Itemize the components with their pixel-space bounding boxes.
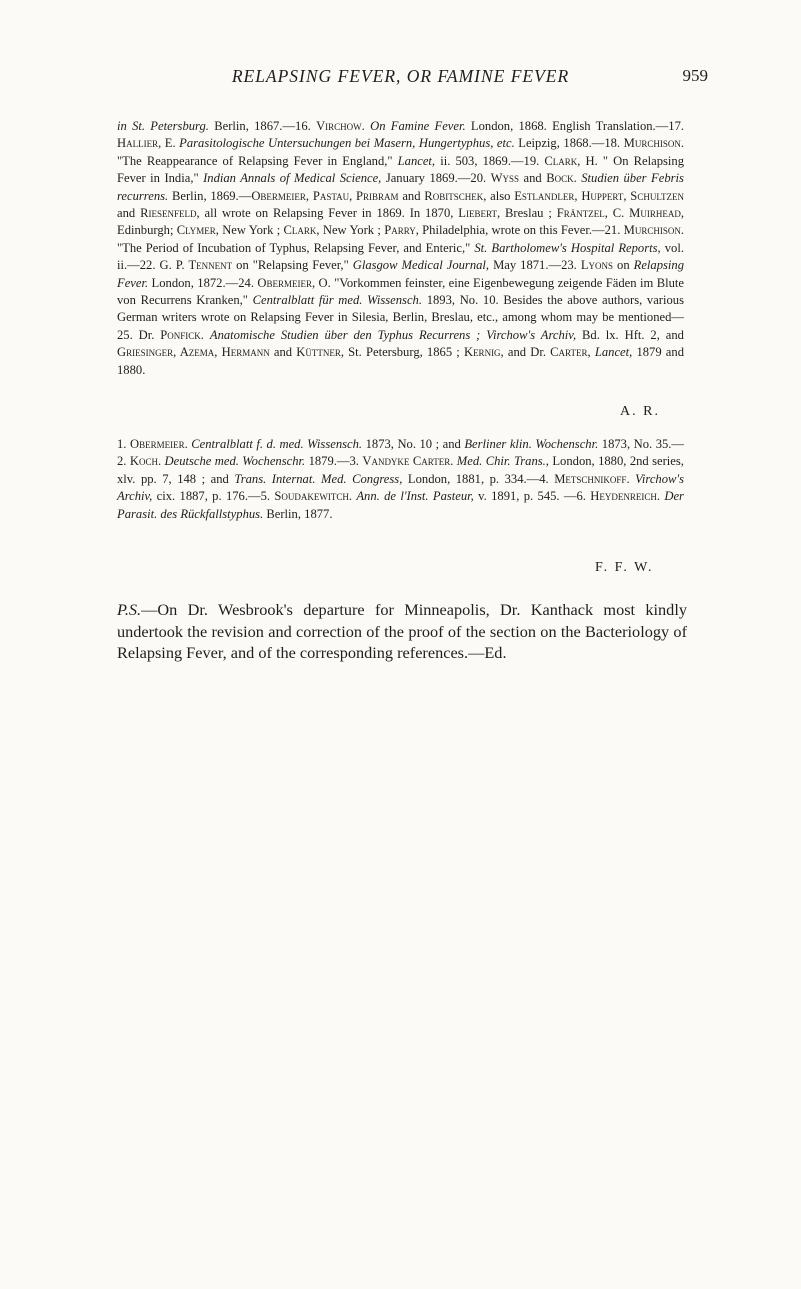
ref-text: on "Relapsing Fever," [236, 258, 349, 273]
ref-text: New York ; [322, 223, 381, 238]
ref-author: Griesinger, Azema, Hermann [117, 345, 270, 360]
ref-text: on [617, 258, 630, 273]
ref-text: New York ; [222, 223, 281, 238]
ref-author: Obermeier, O. [257, 275, 331, 290]
ref-author: Virchow. [316, 119, 365, 133]
postscript-text: —On Dr. Wesbrook's departure for Minneapolis, Dr. Kanthack most kindly undertook the revision and correction of the proof of the section on the Bacteriology of Relapsing Fever, and of the corresponding references.— [117, 600, 687, 662]
ref-journal: Med. Chir. Trans., [456, 454, 549, 469]
ref-author: Clark, [283, 223, 320, 238]
ref-text: 1. [117, 437, 127, 451]
postscript-label: P.S. [117, 600, 142, 619]
ref-author: Ponfick. [160, 327, 204, 342]
reference-paragraph [117, 436, 684, 523]
ref-journal: Lancet, [594, 345, 633, 360]
ref-text: Leipzig, 1868.—18. [518, 136, 621, 151]
references-bacteriology [117, 436, 684, 523]
ref-text: Edinburgh; [117, 223, 174, 238]
ref-journal: Virchow's Archiv, [117, 471, 685, 504]
ref-journal: Centralblatt f. d. med. Wissensch. [191, 437, 363, 451]
ref-text: and [117, 206, 136, 221]
ref-author: Obermeier. [129, 437, 188, 451]
ref-author: Tennent [188, 258, 233, 273]
postscript-note [117, 599, 687, 664]
ref-author: Lyons [580, 258, 614, 273]
ref-author: Wyss [490, 171, 520, 186]
reference-paragraph [117, 118, 684, 379]
ref-text: vol. ii.—22. G. P. [117, 240, 684, 273]
ref-author: Parry, [384, 223, 419, 238]
postscript-sign: Ed. [484, 643, 507, 662]
ref-author: Metschnikoff. [554, 471, 630, 486]
ref-text: and [523, 171, 542, 186]
ref-author: Clymer, [176, 223, 219, 238]
ref-text: London, 1881, p. 334.—4. [407, 471, 549, 486]
ref-text: in [117, 119, 127, 133]
ref-journal: Glasgow Medical Journal, [352, 258, 490, 273]
ref-author: Küttner, [296, 345, 344, 360]
ref-text: London, 1868. English Translation.—17. [470, 119, 685, 133]
ref-journal: Deutsche med. Wochenschr. [164, 454, 306, 469]
ref-text: 1873, No. 35.—2. [117, 437, 685, 469]
ref-text: "The Period of Incubation of Typhus, Relapsing Fever, and Enteric," [117, 240, 471, 255]
ref-text: "The Reappearance of Relapsing Fever in England," [117, 153, 393, 168]
ref-text: Breslau ; [504, 206, 552, 221]
ref-author: Kernig, [463, 345, 504, 360]
ref-journal: St. Bartholomew's Hospital Reports, [474, 240, 661, 255]
ref-journal: Centralblatt für med. Wissensch. [252, 293, 422, 308]
references-relapsing-fever [117, 118, 684, 379]
running-title: RELAPSING FEVER, OR FAMINE FEVER [231, 66, 570, 86]
ref-journal: Indian Annals of Medical Science, [203, 171, 382, 186]
ref-text: " On Relapsing Fever in India," [117, 153, 684, 186]
ref-title: Anatomische Studien über den Typhus Recurrens ; Virchow's Archiv, [209, 327, 577, 342]
ref-title: Studien über Febris recurrens. [117, 171, 684, 203]
ref-author: Obermeier, Pastau, Pribram [251, 188, 399, 203]
ref-text: 1893, No. 10. Besides the above authors, various German writers wrote on Relapsing Fever in Silesia, Berlin, Breslau, etc., among whom may be mentioned— 25. Dr. [117, 293, 684, 342]
ref-author: Bock. [546, 171, 577, 186]
ref-author: Hallier, E. [117, 136, 176, 151]
ref-author: Murchison. [623, 136, 684, 151]
ref-text: ii. 503, 1869.—19. [440, 153, 540, 168]
ref-author: Murchison. [623, 223, 684, 238]
ref-title: Der Parasit. des Rückfallstyphus. [117, 489, 684, 521]
page-number: 959 [682, 66, 708, 85]
ref-text: May 1871.—23. [493, 258, 577, 273]
ref-author: Riesenfeld, [140, 206, 200, 221]
ref-text: all wrote on Relapsing Fever in 1869. In 1870, [204, 206, 454, 221]
ref-text: Berlin, 1869.— [171, 188, 252, 203]
ref-text: cix. 1887, p. 176.—5. [156, 489, 271, 504]
ref-text: St. Petersburg, 1865 ; [348, 345, 460, 360]
ref-text: 1879 and 1880. [117, 345, 684, 377]
ref-title: Relapsing Fever. [117, 258, 684, 290]
ref-text: London, 1872.—24. [151, 275, 254, 290]
ref-journal: Ann. de l'Inst. Pasteur, [356, 489, 474, 504]
ref-journal: Trans. Internat. Med. Congress, [234, 471, 403, 486]
ref-text: 1873, No. 10 ; and [365, 437, 461, 451]
author-signature-ar: A. R. [620, 404, 660, 419]
ref-text: Philadelphia, wrote on this Fever.—21. [422, 223, 621, 238]
ref-place: St. Petersburg. [132, 119, 209, 133]
ref-text: and [273, 345, 293, 360]
ref-author: Liebert, [458, 206, 501, 221]
ref-text: London, 1880, 2nd series, xlv. pp. 7, 148 ; and [117, 454, 684, 486]
ref-journal: Lancet, [397, 153, 436, 168]
ref-author: Vandyke Carter. [362, 454, 454, 469]
ref-author: Koch. [129, 454, 162, 469]
ref-text: Bd. lx. Hft. 2, and [582, 327, 684, 342]
ref-author: Carter, [550, 345, 591, 360]
author-signature-ffw: F. F. W. [595, 560, 654, 575]
ref-text: "Vorkommen feinster, eine Eigenbewegung zeigende Fäden im Blute von Recurrens Kranken," [117, 275, 684, 308]
ref-journal: Berliner klin. Wochenschr. [464, 437, 599, 451]
ref-author: Soudakewitch. [274, 489, 353, 504]
ref-text: Berlin, 1867.—16. [214, 119, 311, 133]
ref-text: and Dr. [507, 345, 546, 360]
ref-author: Clark, H. [544, 153, 598, 168]
ref-author: Heydenreich. [590, 489, 661, 504]
ref-text: Berlin, 1877. [266, 506, 333, 521]
ref-text: 1879.—3. [308, 454, 359, 469]
ref-author: Robitschek, [424, 188, 487, 203]
ref-title: Parasitologische Untersuchungen bei Masern, Hungertyphus, etc. [179, 136, 515, 151]
ref-title: On Famine Fever. [370, 119, 466, 133]
ref-text: v. 1891, p. 545. —6. [478, 489, 586, 504]
ref-author: Fräntzel, C. Muirhead, [556, 206, 685, 221]
ref-text: also [490, 188, 511, 203]
ref-text: and [402, 188, 421, 203]
ref-author: Estlandler, Huppert, Schultzen [514, 188, 684, 203]
running-header [0, 66, 801, 90]
ref-text: January 1869.—20. [385, 171, 487, 186]
